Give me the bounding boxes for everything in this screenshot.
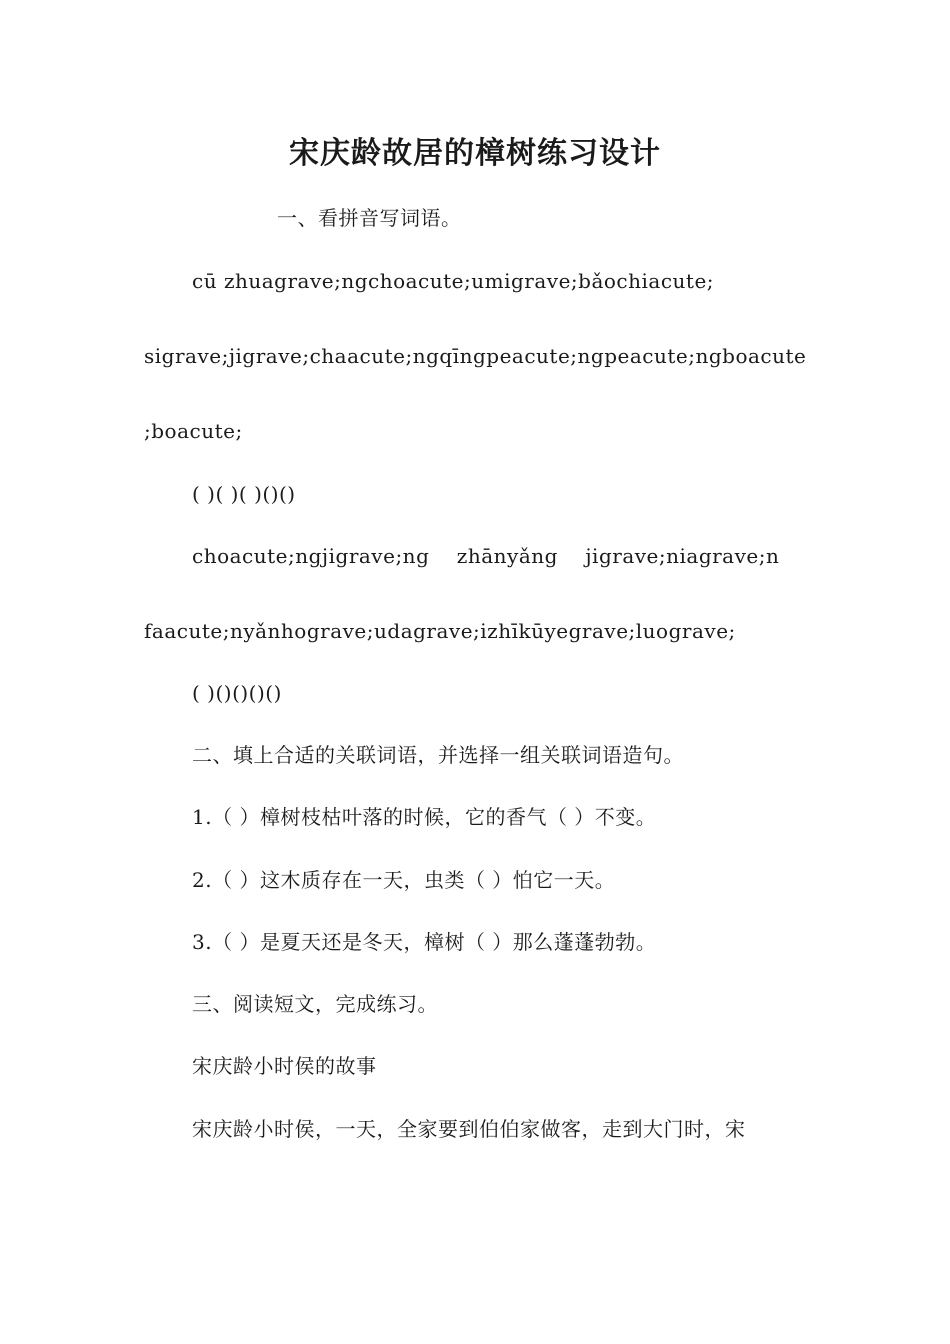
answer-blanks-1: ( )( )( )()(): [192, 482, 296, 506]
story-paragraph: 宋庆龄小时侯，一天，全家要到伯伯家做客，走到大门时，宋: [192, 1117, 746, 1141]
exercise-item-3: 3.（ ）是夏天还是冬天，樟树（ ）那么蓬蓬勃勃。: [192, 930, 657, 954]
answer-blanks-2: ( )()()()(): [192, 681, 282, 705]
section-3-heading: 三、阅读短文，完成练习。: [192, 992, 438, 1016]
section-1-heading: 一、看拼音写词语。: [277, 206, 462, 230]
pinyin-line-4: choacute;ngjigrave;ng zhānyǎng jigrave;niagrave;n: [192, 544, 780, 568]
pinyin-line-1: cū zhuagrave;ngchoacute;umigrave;bǎochiacute;: [192, 269, 715, 293]
page-title: 宋庆龄故居的樟树练习设计: [289, 136, 661, 171]
pinyin-line-2: sigrave;jigrave;chaacute;ngqīngpeacute;ngpeacute;ngboacute: [144, 344, 807, 368]
section-2-heading: 二、填上合适的关联词语，并选择一组关联词语造句。: [192, 743, 684, 767]
exercise-item-1: 1.（ ）樟树枝枯叶落的时候，它的香气（ ）不变。: [192, 805, 657, 829]
pinyin-line-3: ;boacute;: [144, 419, 243, 443]
story-title: 宋庆龄小时侯的故事: [192, 1054, 377, 1078]
pinyin-line-5: faacute;nyǎnhograve;udagrave;izhīkūyegrave;luograve;: [144, 619, 736, 643]
exercise-item-2: 2.（ ）这木质存在一天，虫类（ ）怕它一天。: [192, 868, 616, 892]
